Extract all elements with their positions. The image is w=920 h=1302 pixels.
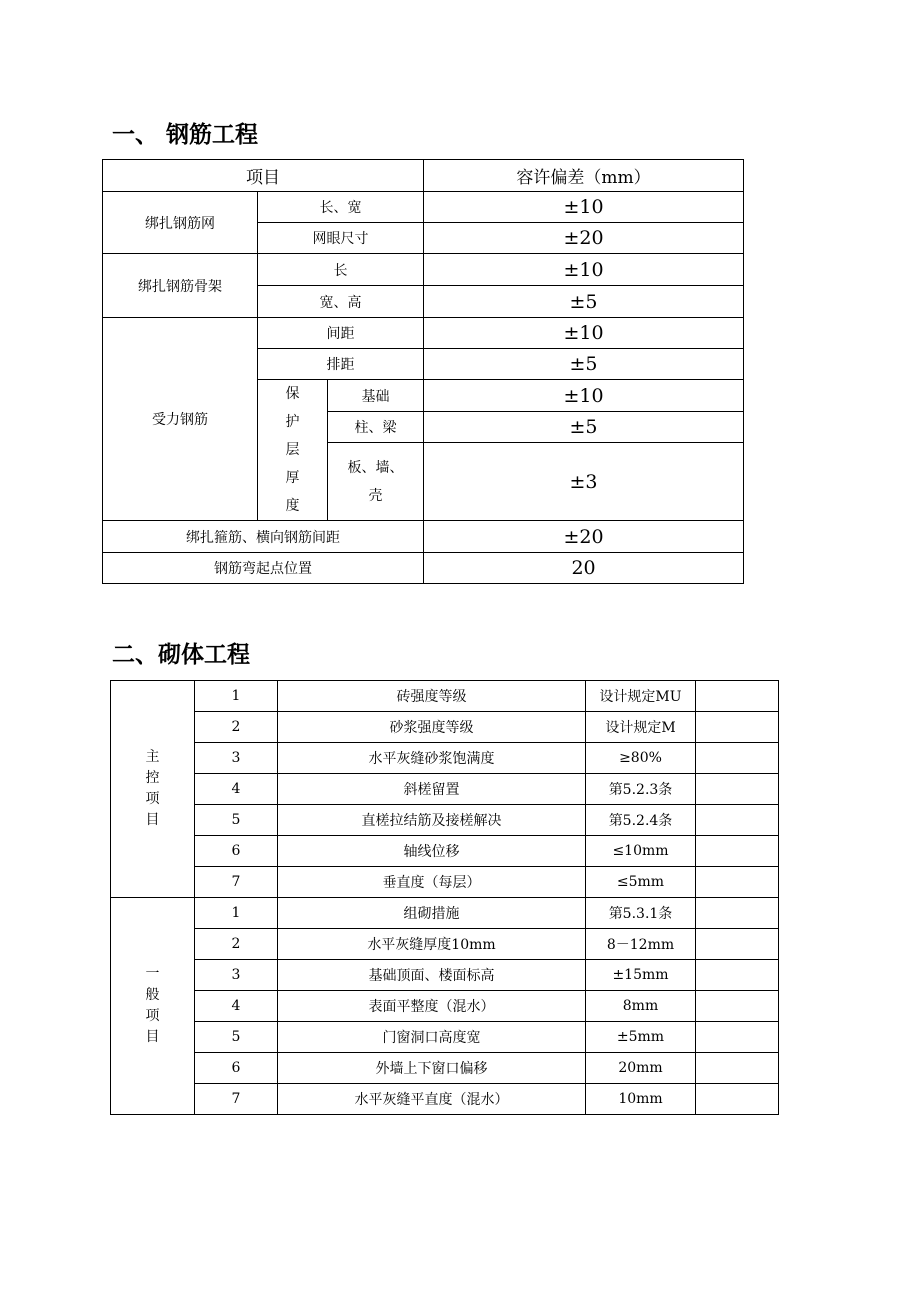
item-cell: 水平灰缝厚度10mm [278,929,586,960]
value-cell: ±5mm [586,1022,696,1053]
row-number: 7 [195,1084,278,1115]
table-row [111,1022,779,1053]
extra-cell [696,1022,779,1053]
table-row [111,1084,779,1115]
item-cell: 长 [258,254,424,286]
item-cell-wrapped [328,443,424,521]
item-cell: 轴线位移 [278,836,586,867]
masonry-tolerance-table [110,680,779,1115]
value-cell: 设计规定M [586,712,696,743]
extra-cell [696,774,779,805]
group-label-general-cell [111,898,195,1115]
header-item: 项目 [103,160,424,192]
extra-cell [696,991,779,1022]
item-cell: 宽、高 [258,286,424,318]
item-cell: 斜槎留置 [278,774,586,805]
extra-cell [696,836,779,867]
row-number: 2 [195,929,278,960]
item-cell-text: 板、墙、壳 [347,459,404,504]
header-tolerance: 容许偏差（mm） [424,160,744,192]
table-row [111,898,779,929]
row-number: 2 [195,712,278,743]
value-cell: ±10 [424,318,744,349]
value-cell: ≤5mm [586,867,696,898]
value-cell: ±10 [424,254,744,286]
extra-cell [696,805,779,836]
value-cell: 第5.3.1条 [586,898,696,929]
item-cell: 水平灰缝平直度（混水） [278,1084,586,1115]
table-row [111,867,779,898]
row-number: 6 [195,836,278,867]
value-cell: ≤10mm [586,836,696,867]
row-number: 3 [195,960,278,991]
table-row [111,836,779,867]
extra-cell [696,1084,779,1115]
row-number: 7 [195,867,278,898]
item-cell: 砂浆强度等级 [278,712,586,743]
group-label-general: 一般项目 [145,966,160,1045]
table-row [111,774,779,805]
section-title-rebar: 一、 钢筋工程 [112,122,259,148]
value-cell: 8mm [586,991,696,1022]
row-number: 1 [195,898,278,929]
table-row [103,553,744,584]
group-label-mesh: 绑扎钢筋网 [103,192,258,254]
value-cell: 第5.2.4条 [586,805,696,836]
item-cell: 组砌措施 [278,898,586,929]
value-cell: 20mm [586,1053,696,1084]
group-label-main: 主控项目 [145,749,160,828]
extra-cell [696,712,779,743]
item-cell: 绑扎箍筋、横向钢筋间距 [103,521,424,553]
value-cell: ≥80% [586,743,696,774]
item-cell: 间距 [258,318,424,349]
cover-label-cell [258,380,328,521]
row-number: 6 [195,1053,278,1084]
value-cell: ±20 [424,223,744,254]
item-cell: 门窗洞口高度宽 [278,1022,586,1053]
item-cell: 表面平整度（混水） [278,991,586,1022]
group-label-cage: 绑扎钢筋骨架 [103,254,258,318]
value-cell: 第5.2.3条 [586,774,696,805]
item-cell: 外墙上下窗口偏移 [278,1053,586,1084]
row-number: 3 [195,743,278,774]
cover-label: 保护层厚度 [285,386,300,514]
item-cell: 钢筋弯起点位置 [103,553,424,584]
table-row [103,521,744,553]
value-cell: ±5 [424,286,744,318]
rebar-tolerance-table [102,159,744,584]
item-cell: 水平灰缝砂浆饱满度 [278,743,586,774]
table-row [111,712,779,743]
item-cell: 砖强度等级 [278,681,586,712]
value-cell: ±5 [424,412,744,443]
value-cell: ±3 [424,443,744,521]
value-cell: ±10 [424,192,744,223]
value-cell: 10mm [586,1084,696,1115]
table-row [111,743,779,774]
table-row [103,318,744,349]
value-cell: ±5 [424,349,744,380]
table-row [111,960,779,991]
extra-cell [696,929,779,960]
table-row [111,681,779,712]
item-cell: 长、宽 [258,192,424,223]
item-cell: 基础顶面、楼面标高 [278,960,586,991]
table-row [111,929,779,960]
table-row [111,1053,779,1084]
value-cell: ±20 [424,521,744,553]
item-cell: 柱、梁 [328,412,424,443]
group-label-main-cell [111,681,195,898]
value-cell: 设计规定MU [586,681,696,712]
item-cell: 基础 [328,380,424,412]
extra-cell [696,867,779,898]
extra-cell [696,681,779,712]
section-title-masonry: 二、砌体工程 [112,642,250,668]
item-cell: 垂直度（每层） [278,867,586,898]
row-number: 4 [195,991,278,1022]
row-number: 5 [195,805,278,836]
extra-cell [696,1053,779,1084]
group-label-main: 受力钢筋 [103,318,258,521]
extra-cell [696,898,779,929]
value-cell: 20 [424,553,744,584]
table-row [103,192,744,223]
item-cell: 排距 [258,349,424,380]
row-number: 4 [195,774,278,805]
item-cell: 网眼尺寸 [258,223,424,254]
row-number: 1 [195,681,278,712]
value-cell: ±15mm [586,960,696,991]
value-cell: ±10 [424,380,744,412]
table-row [111,991,779,1022]
table-header-row [103,160,744,192]
row-number: 5 [195,1022,278,1053]
table-row [103,254,744,286]
extra-cell [696,960,779,991]
extra-cell [696,743,779,774]
value-cell: 8－12mm [586,929,696,960]
item-cell: 直槎拉结筋及接槎解决 [278,805,586,836]
table-row [111,805,779,836]
